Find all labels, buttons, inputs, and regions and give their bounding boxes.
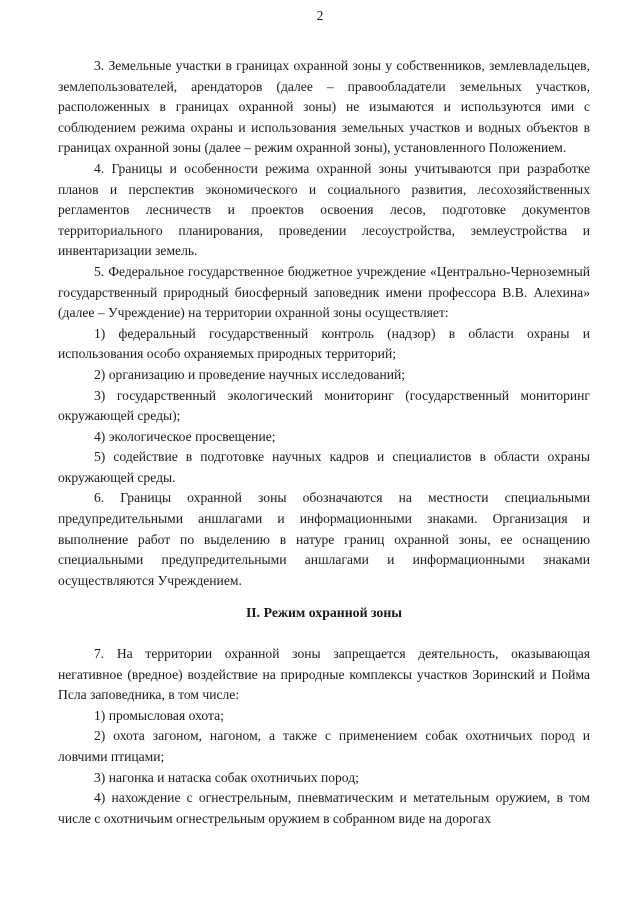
section-heading-wrap xyxy=(58,603,590,624)
paragraph-7-item-1: 1) промысловая охота; xyxy=(94,707,224,723)
paragraph-3: 3. Земельные участки в границах охранной зоны у собственников, землевладельцев, землепользователей, арендаторов (далее – правообладатели земельных участков, расположенных в границах охранной зоны) не изымаются и используются ими с соблюдением режима охраны и использования земельных участков и водных объектов в границах охранной зоны (далее – режим охранной зоны), установленного Положением. xyxy=(58,58,590,156)
paragraph-6: 6. Границы охранной зоны обозначаются на местности специальными предупредительными аншлагами и информационными знаками. Организация и выполнение работ по выделению в натуре границ охранной зоны, ее оснащению специальными предупредительными аншлагами и информационными знаками осуществляются Учреждением. xyxy=(58,490,590,588)
section-heading: II. Режим охранной зоны xyxy=(245,605,403,621)
paragraph-5-item-3: 3) государственный экологический мониторинг (государственный мониторинг окружающей среды); xyxy=(58,387,590,424)
paragraph-5-item-5: 5) содействие в подготовке научных кадров и специалистов в области охраны окружающей среды. xyxy=(58,449,590,485)
paragraph-4: 4. Границы и особенности режима охранной зоны учитываются при разработке планов и перспектив экономического и социального развития, лесохозяйственных регламентов лесничеств и проектов освоения лесов, подготовке документов территориального планирования, проведении лесоустройства, землеустройства и инвентаризации земель. xyxy=(58,160,590,259)
paragraph-5-item-2: 2) организацию и проведение научных исследований; xyxy=(94,366,406,382)
paragraph-5-item-4: 4) экологическое просвещение; xyxy=(94,428,276,444)
paragraph-5: 5. Федеральное государственное бюджетное учреждение «Центрально-Черноземный государственный природный биосферный заповедник имени профессора В.В. Алехина» (далее – Учреждение) на территории охранной зоны осуществляет: xyxy=(58,263,590,321)
paragraph-7-item-3: 3) нагонка и натаска собак охотничьих пород; xyxy=(94,769,359,785)
document-body xyxy=(58,56,590,829)
paragraph-7-item-4: 4) нахождение с огнестрельным, пневматическим и метательным оружием, в том числе с охотничьим огнестрельным оружием в собранном виде на дорогах xyxy=(58,790,590,826)
paragraph-5-item-1: 1) федеральный государственный контроль (надзор) в области охраны и использования особо охраняемых природных территорий; xyxy=(58,325,590,362)
paragraph-7-item-2: 2) охота загоном, нагоном, а также с применением собак охотничьих пород и ловчими птицами; xyxy=(58,728,590,764)
paragraph-7: 7. На территории охранной зоны запрещается деятельность, оказывающая негативное (вредное) воздействие на природные комплексы участков Зоринский и Пойма Псла заповедника, в том числе: xyxy=(58,646,590,703)
page-number: 2 xyxy=(316,8,324,23)
